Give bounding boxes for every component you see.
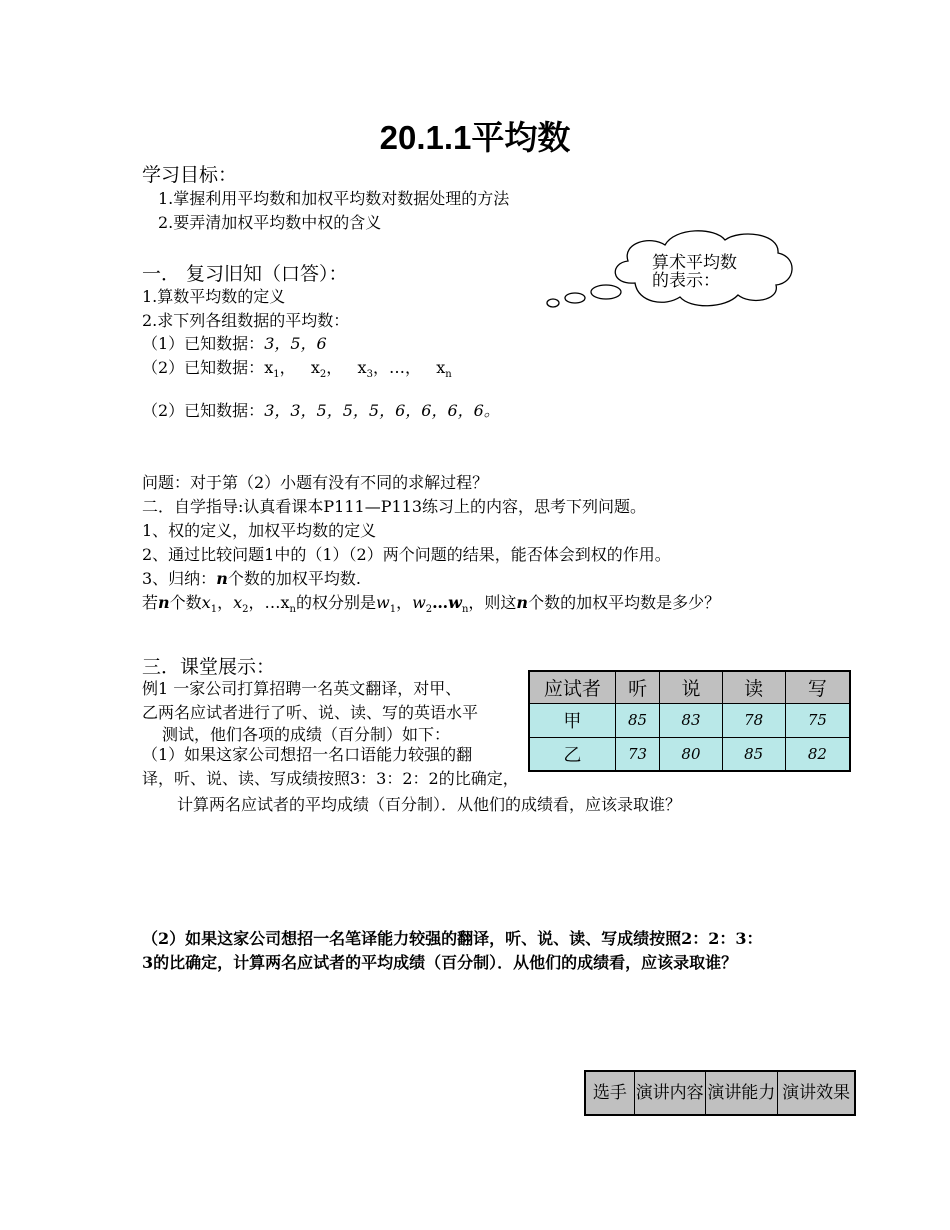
w-var: w	[448, 593, 462, 612]
review-heading: 一． 复习旧知（口答）：	[142, 263, 348, 285]
subscript: 1	[273, 369, 280, 381]
example-line-3: 测试，他们各项的成绩（百分制）如下：	[162, 725, 451, 744]
example-line-5: 译，听、说、读、写成绩按照3：3：2：2的比确定，	[142, 769, 519, 788]
cloud-text-line-1: 算术平均数	[652, 253, 737, 273]
subscript: 2	[319, 369, 327, 381]
self-study-item-3	[142, 566, 361, 589]
n-var: n	[158, 593, 170, 612]
table-row	[529, 703, 850, 737]
self-study-item-2: 2、通过比较问题1中的（1）（2）两个问题的结果，能否体会到权的作用。	[142, 545, 671, 564]
review-q1: 1.算数平均数的定义	[142, 287, 286, 306]
example-line-2: 乙两名应试者进行了听、说、读、写的英语水平	[142, 703, 479, 722]
subscript: n	[289, 604, 296, 616]
x-var: x	[264, 358, 274, 377]
subscript: 1	[210, 604, 218, 616]
candidate-name: 乙	[529, 737, 615, 771]
review-q2: 2.求下列各组数据的平均数：	[142, 311, 350, 330]
speech-table-header: 演讲能力	[705, 1071, 778, 1115]
objective-item-1: 1.掌握利用平均数和加权平均数对数据处理的方法	[158, 189, 510, 208]
x-var: x	[310, 358, 320, 377]
score-cell: 80	[660, 737, 722, 771]
item3-prefix: 3、归纳：	[142, 569, 217, 588]
score-cell: 83	[660, 703, 722, 737]
example-line-4: （1）如果这家公司想招一名口语能力较强的翻	[142, 745, 473, 764]
speech-table	[584, 1070, 856, 1116]
score-cell: 85	[615, 703, 660, 737]
cloud-text-line-2: 的表示：	[652, 271, 720, 291]
subscript: 3	[366, 369, 373, 381]
review-data-3	[142, 398, 500, 421]
page-title: 20.1.1平均数	[379, 119, 571, 156]
speech-table-header: 演讲内容	[634, 1071, 705, 1115]
score-table	[528, 670, 851, 772]
text: 若	[142, 593, 159, 612]
text: ，…x	[248, 593, 290, 612]
self-study-line: 二．自学指导:认真看课本P111—P113练习上的内容，思考下列问题。	[142, 497, 647, 516]
n-var: n	[516, 593, 529, 612]
x-var: x	[357, 358, 367, 377]
part2-line-1: （2）如果这家公司想招一名笔译能力较强的翻译，听、说、读、写成绩按照2：2：3：	[142, 929, 763, 948]
review-data-2: （2）已知数据：$x_1$， $x_2$， $x_3$，…， $x_n$	[142, 358, 452, 381]
score-table-header: 读	[722, 671, 785, 703]
question-text: 问题：对于第（2）小题有没有不同的求解过程？	[142, 473, 489, 492]
text: 的权分别是	[295, 593, 376, 612]
review-data-1-prefix: （1）已知数据：	[142, 334, 265, 353]
n-var: n	[216, 569, 228, 588]
subscript: n	[461, 604, 469, 616]
score-cell: 85	[722, 737, 785, 771]
w-var: w	[412, 593, 426, 612]
x-var: x	[201, 593, 211, 612]
score-cell: 78	[722, 703, 785, 737]
text: ，	[396, 593, 413, 612]
item3-suffix: 个数的加权平均数.	[227, 569, 361, 588]
review-data-3-prefix: （2）已知数据：	[142, 401, 265, 420]
subscript: 2	[242, 604, 249, 616]
objectives-heading: 学习目标：	[142, 164, 238, 186]
objective-item-2: 2.要弄清加权平均数中权的含义	[158, 213, 382, 232]
speech-table-header: 选手	[585, 1071, 634, 1115]
subscript: 2	[425, 604, 433, 616]
text: ，	[217, 593, 234, 612]
w-var: w	[376, 593, 390, 612]
weighted-question	[142, 590, 720, 615]
review-data-1	[142, 331, 327, 354]
text: …	[432, 593, 449, 612]
score-cell: 73	[615, 737, 660, 771]
text: 个数的加权平均数是多少？	[528, 593, 721, 612]
score-table-header: 应试者	[529, 671, 615, 703]
example-line-6: 计算两名应试者的平均成绩（百分制）．从他们的成绩看，应该录取谁？	[177, 795, 682, 814]
subscript: n	[445, 369, 452, 381]
ellipsis: ，…，	[372, 358, 421, 377]
self-study-item-1: 1、权的定义，加权平均数的定义	[142, 521, 377, 540]
candidate-name: 甲	[529, 703, 615, 737]
x-var: x	[436, 358, 446, 377]
score-cell: 82	[785, 737, 850, 771]
score-table-header: 听	[615, 671, 660, 703]
text: 个数	[169, 593, 202, 612]
classroom-heading: 三．课堂展示：	[142, 656, 276, 678]
subscript: 1	[389, 604, 397, 616]
score-table-header: 写	[785, 671, 850, 703]
review-data-1-values: 3，5，6	[264, 334, 327, 353]
x-var: x	[233, 593, 243, 612]
example-line-1: 例1 一家公司打算招聘一名英文翻译，对甲、	[142, 679, 462, 698]
part2-line-2: 3的比确定，计算两名应试者的平均成绩（百分制）．从他们的成绩看，应该录取谁？	[142, 953, 738, 972]
text: ，则这	[468, 593, 517, 612]
speech-table-header: 演讲效果	[778, 1071, 855, 1115]
table-row	[529, 737, 850, 771]
score-table-header: 说	[660, 671, 722, 703]
score-cell: 75	[785, 703, 850, 737]
review-data-3-values: 3，3，5，5，5，6，6，6，6。	[264, 401, 500, 420]
review-data-2-prefix: （2）已知数据：	[142, 358, 265, 377]
